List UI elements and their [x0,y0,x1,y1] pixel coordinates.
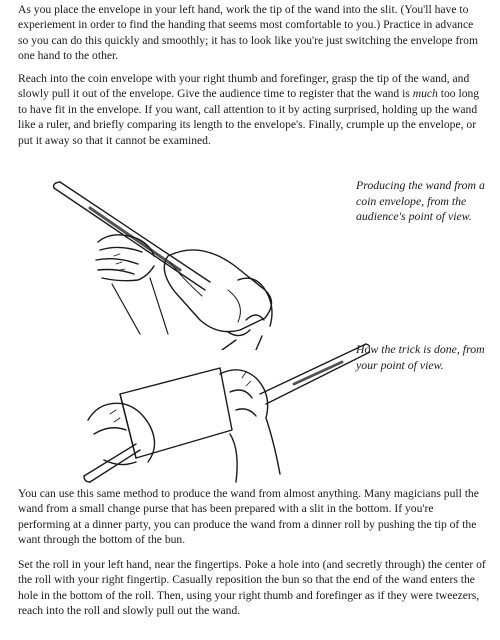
paragraph-2-emphasis: much [412,87,438,101]
paragraph-2-text-b: too long to have fit in the envelope. If you want, call attention to it by acting surprised, holding up the wand like a ruler, and briefly comparing its length to the envelope's. Finally, crumple up the envelope, or put it away so that it cannot be examined. [18,87,480,147]
paragraph-4: Set the roll in your left hand, near the fingertips. Poke a hole into (and secretly through) the center of the roll with your right fingertip. Casually reposition the bun so that the end of the wand enters the hole in the bottom of the roll. Then, using your right thumb and forefinger as if they were tweezers, reach into the roll and slowly pull out the wand. [18,558,486,618]
figure-performer-view [80,334,370,484]
paragraph-2-text-a: Reach into the coin envelope with your right thumb and forefinger, grasp the tip of the wand, and slowly pull it out of the envelope. Give the audience time to register that the wand is [18,72,470,101]
wand-slit-illustration [80,334,370,484]
paragraph-1: As you place the envelope in your left hand, work the tip of the wand into the slit. (You'll have to experiement in order to find the handing that seems most comfortable to you.) Practice in advance so you can do this quickly and smoothly; it has to look like you're just switching the envelope from one hand to the other. [18,3,478,63]
paragraph-3: You can use this same method to produce the wand from almost anything. Many magicians pull the wand from a small change purse that has been prepared with a slit in the bottom. If you're performing at a dinner party, you can produce the wand from a dinner roll by pushing the tip of the want through the bottom of the bun. [18,487,479,547]
caption-figure-1: Producing the wand from a coin envelope, from the audience's point of view. [356,178,485,224]
paragraph-2 [18,71,486,148]
wand-envelope-illustration [50,170,350,350]
caption-figure-2: How the trick is done, from your point of view. [356,342,485,372]
figure-audience-view [50,170,350,350]
